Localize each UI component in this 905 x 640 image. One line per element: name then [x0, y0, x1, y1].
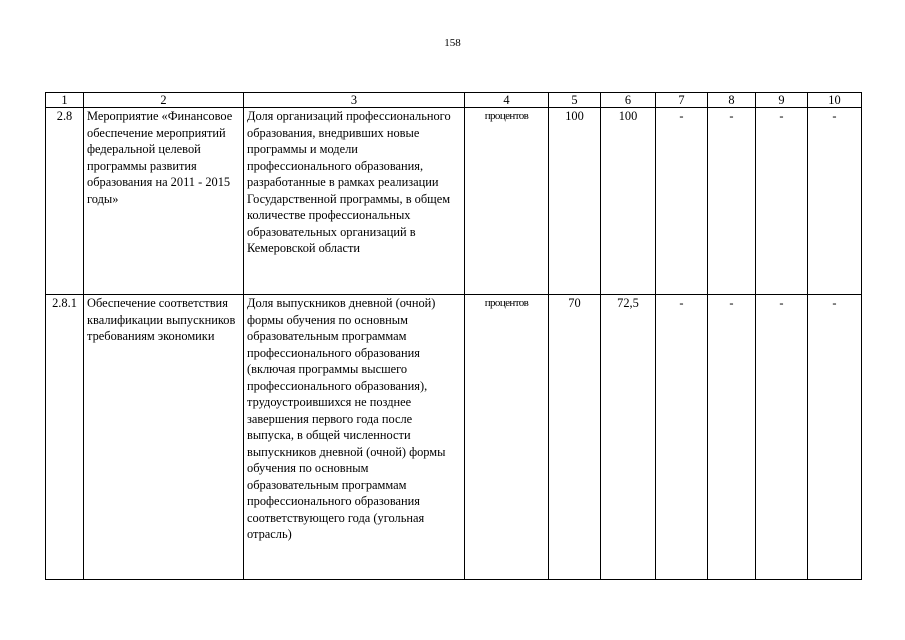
column-header: 7: [656, 93, 708, 108]
value-col8: -: [708, 108, 756, 295]
value-col5: 100: [549, 108, 601, 295]
unit-cell: процентов: [465, 108, 549, 295]
indicator-description: Доля выпускников дневной (очной) формы обучения по основным образовательным программам профессионального образования (включая программы высшего профессионального образования), трудоустроившихся не позднее завершения первого года после выпуска, в общей численности выпускников дневной (очной) формы обучения по основным образовательным программам профессионального образования соответствующего года (угольная отрасль): [244, 295, 465, 580]
column-header: 6: [601, 93, 656, 108]
page-number: 158: [444, 37, 461, 49]
measure-name: Мероприятие «Финансовое обеспечение мероприятий федеральной целевой программы развития образования на 2011 - 2015 годы»: [84, 108, 244, 295]
measure-name: Обеспечение соответствия квалификации выпускников требованиям экономики: [84, 295, 244, 580]
value-col9: -: [756, 108, 808, 295]
unit-cell: процентов: [465, 295, 549, 580]
indicators-table: [45, 92, 862, 580]
value-col8: -: [708, 295, 756, 580]
value-col6: 100: [601, 108, 656, 295]
value-col10: -: [808, 108, 862, 295]
column-header: 9: [756, 93, 808, 108]
value-col5: 70: [549, 295, 601, 580]
column-header: 10: [808, 93, 862, 108]
value-col10: -: [808, 295, 862, 580]
table-row: [46, 108, 862, 295]
column-header: 3: [244, 93, 465, 108]
value-col9: -: [756, 295, 808, 580]
table-header-row: [46, 93, 862, 108]
column-header: 2: [84, 93, 244, 108]
column-header: 8: [708, 93, 756, 108]
column-header: 4: [465, 93, 549, 108]
value-col6: 72,5: [601, 295, 656, 580]
table-row: [46, 295, 862, 580]
column-header: 1: [46, 93, 84, 108]
value-col7: -: [656, 108, 708, 295]
row-number: 2.8.1: [46, 295, 84, 580]
column-header: 5: [549, 93, 601, 108]
value-col7: -: [656, 295, 708, 580]
row-number: 2.8: [46, 108, 84, 295]
indicator-description: Доля организаций профессионального образования, внедривших новые программы и модели профессионального образования, разработанные в рамках реализации Государственной программы, в общем количестве профессиональных образовательных организаций в Кемеровской области: [244, 108, 465, 295]
